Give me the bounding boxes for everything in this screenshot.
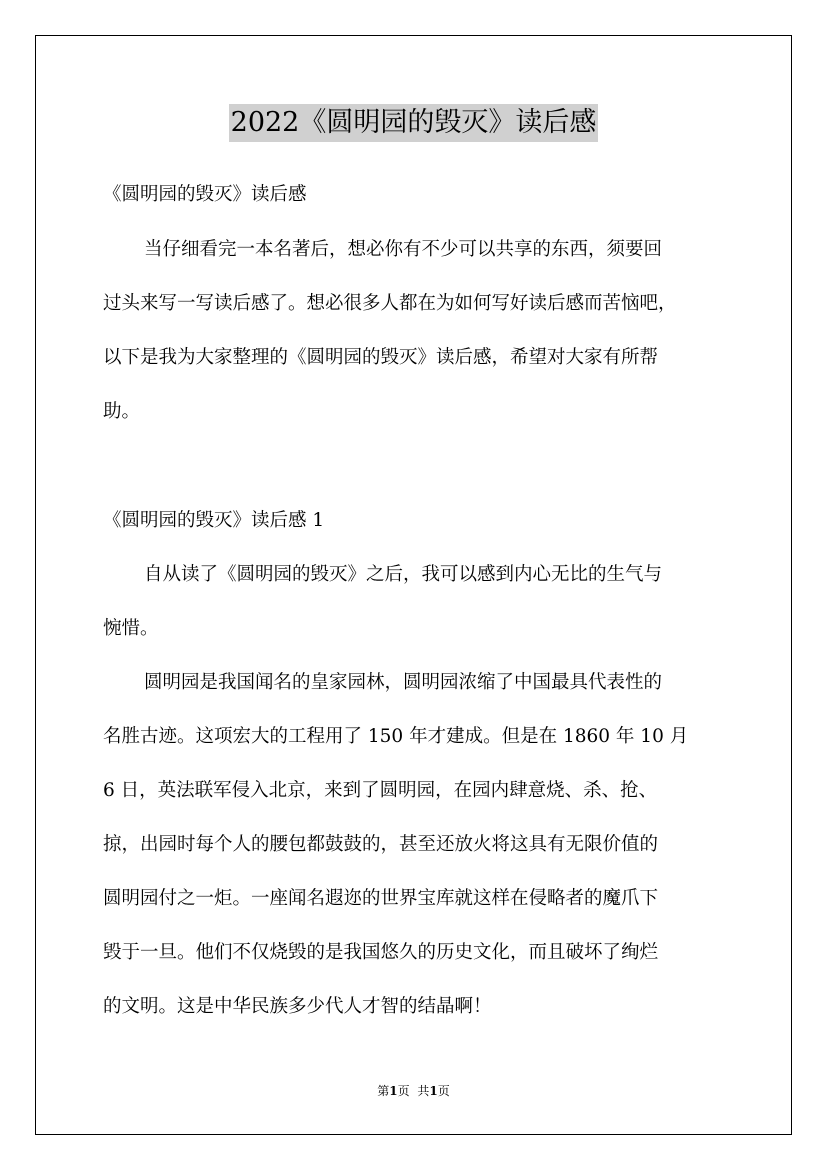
paragraph2-line-2: 名胜古迹。这项宏大的工程用了 150 年才建成。但是在 1860 年 10 月 bbox=[103, 726, 689, 747]
intro-line-3: 以下是我为大家整理的《圆明园的毁灭》读后感，希望对大家有所帮 bbox=[103, 347, 659, 368]
section-heading: 《圆明园的毁灭》读后感 1 bbox=[103, 510, 325, 531]
intro-line-1: 当仔细看完一本名著后，想必你有不少可以共享的东西，须要回 bbox=[144, 239, 663, 260]
footer-page-number: 1 bbox=[389, 1084, 398, 1098]
paragraph2-line-4: 掠，出园时每个人的腰包都鼓鼓的，甚至还放火将这具有无限价值的 bbox=[103, 834, 659, 855]
page-footer bbox=[0, 1082, 827, 1100]
footer-page-prefix: 第 bbox=[377, 1084, 390, 1098]
document-title: 2022《圆明园的毁灭》读后感 bbox=[229, 104, 599, 142]
footer-total-number: 1 bbox=[429, 1084, 438, 1098]
paragraph1-line-2: 惋惜。 bbox=[103, 618, 159, 639]
document-subtitle: 《圆明园的毁灭》读后感 bbox=[103, 184, 307, 205]
paragraph2-line-7: 的文明。这是中华民族多少代人才智的结晶啊！ bbox=[103, 996, 492, 1017]
paragraph2-line-1: 圆明园是我国闻名的皇家园林，圆明园浓缩了中国最具代表性的 bbox=[144, 672, 663, 693]
intro-line-2: 过头来写一写读后感了。想必很多人都在为如何写好读后感而苦恼吧， bbox=[103, 293, 677, 314]
footer-total-prefix: 共 bbox=[417, 1084, 430, 1098]
footer-total-suffix: 页 bbox=[437, 1084, 450, 1098]
paragraph2-line-3: 6 日，英法联军侵入北京，来到了圆明园，在园内肆意烧、杀、抢、 bbox=[103, 780, 658, 801]
paragraph2-line-5: 圆明园付之一炬。一座闻名遐迩的世界宝库就这样在侵略者的魔爪下 bbox=[103, 888, 659, 909]
footer-page-suffix: 页 bbox=[397, 1084, 410, 1098]
title-container bbox=[0, 104, 827, 142]
paragraph1-line-1: 自从读了《圆明园的毁灭》之后，我可以感到内心无比的生气与 bbox=[144, 564, 663, 585]
intro-line-4: 助。 bbox=[103, 401, 141, 422]
paragraph2-line-6: 毁于一旦。他们不仅烧毁的是我国悠久的历史文化，而且破坏了绚烂 bbox=[103, 942, 659, 963]
